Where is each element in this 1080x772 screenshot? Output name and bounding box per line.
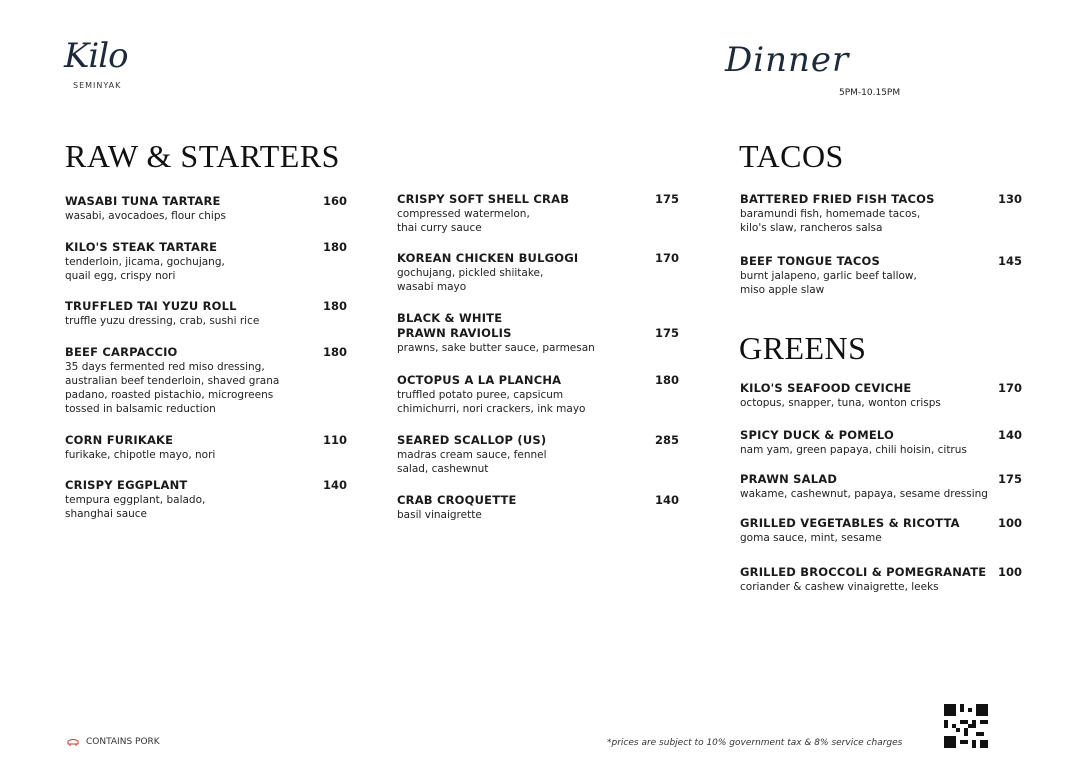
menu-item xyxy=(65,240,347,283)
item-description: shanghai sauce xyxy=(65,508,148,520)
price-note: *prices are subject to 10% government tax & 8% service charges xyxy=(607,738,903,748)
item-price: 180 xyxy=(322,345,347,359)
item-description: basil vinaigrette xyxy=(397,509,482,521)
item-price: 170 xyxy=(654,251,679,265)
item-description: 35 days fermented red miso dressing, xyxy=(65,361,265,373)
item-description: tenderloin, jicama, gochujang, xyxy=(65,256,225,268)
menu-item xyxy=(740,428,1022,457)
item-price: 140 xyxy=(997,428,1022,442)
item-description: furikake, chipotle mayo, nori xyxy=(65,449,216,461)
pork-legend xyxy=(66,737,160,747)
item-name: KILO'S SEAFOOD CEVICHE xyxy=(740,381,912,395)
item-price: 130 xyxy=(997,192,1022,206)
item-price: 180 xyxy=(322,240,347,254)
item-price: 175 xyxy=(997,472,1022,486)
menu-item xyxy=(740,516,1022,545)
item-name: CRAB CROQUETTE xyxy=(397,493,517,507)
item-description: australian beef tenderloin, shaved grana xyxy=(65,375,280,387)
item-name: BATTERED FRIED FISH TACOS xyxy=(740,192,935,206)
item-description: wasabi, avocadoes, flour chips xyxy=(65,210,226,222)
item-name: KOREAN CHICKEN BULGOGI xyxy=(397,251,579,265)
item-price: 175 xyxy=(654,192,679,206)
item-price: 175 xyxy=(654,326,679,340)
item-description: coriander & cashew vinaigrette, leeks xyxy=(740,581,939,593)
menu-item xyxy=(740,381,1022,410)
item-name: BLACK & WHITE xyxy=(397,311,503,325)
item-price: 100 xyxy=(997,565,1022,579)
menu-item xyxy=(65,433,347,462)
menu-title: Dinner xyxy=(725,40,850,80)
item-price: 110 xyxy=(322,433,347,447)
item-name: SEARED SCALLOP (US) xyxy=(397,433,547,447)
item-description: kilo's slaw, rancheros salsa xyxy=(740,222,883,234)
logo-location: SEMINYAK xyxy=(73,81,122,90)
menu-item xyxy=(740,565,1022,594)
item-name: PRAWN SALAD xyxy=(740,472,838,486)
item-price: 170 xyxy=(997,381,1022,395)
item-price: 160 xyxy=(322,194,347,208)
item-description: prawns, sake butter sauce, parmesan xyxy=(397,342,595,354)
item-price: 100 xyxy=(997,516,1022,530)
item-name: CRISPY EGGPLANT xyxy=(65,478,188,492)
menu-item xyxy=(397,433,679,476)
item-name: CORN FURIKAKE xyxy=(65,433,174,447)
item-name: GRILLED VEGETABLES & RICOTTA xyxy=(740,516,960,530)
item-name: BEEF TONGUE TACOS xyxy=(740,254,880,268)
item-name: BEEF CARPACCIO xyxy=(65,345,178,359)
item-description: salad, cashewnut xyxy=(397,463,489,475)
item-description: padano, roasted pistachio, microgreens xyxy=(65,389,274,401)
item-description: burnt jalapeno, garlic beef tallow, xyxy=(740,270,917,282)
item-description: compressed watermelon, xyxy=(397,208,530,220)
item-description: nam yam, green papaya, chili hoisin, citrus xyxy=(740,444,967,456)
item-description: baramundi fish, homemade tacos, xyxy=(740,208,921,220)
menu-item xyxy=(740,192,1022,235)
item-description: thai curry sauce xyxy=(397,222,482,234)
menu-item xyxy=(65,345,347,416)
menu-item xyxy=(397,493,679,522)
item-description: goma sauce, mint, sesame xyxy=(740,532,882,544)
hours: 5PM-10.15PM xyxy=(839,88,901,98)
item-name: OCTOPUS A LA PLANCHA xyxy=(397,373,562,387)
item-price: 285 xyxy=(654,433,679,447)
item-description: wasabi mayo xyxy=(397,281,467,293)
item-price: 140 xyxy=(322,478,347,492)
menu-item xyxy=(65,299,347,328)
item-description: tossed in balsamic reduction xyxy=(65,403,216,415)
item-price: 180 xyxy=(322,299,347,313)
item-price: 140 xyxy=(654,493,679,507)
menu-item xyxy=(397,311,679,355)
section-title-raw: RAW & STARTERS xyxy=(65,138,340,174)
item-description: truffled potato puree, capsicum xyxy=(397,389,564,401)
item-name: CRISPY SOFT SHELL CRAB xyxy=(397,192,570,206)
menu-item xyxy=(397,373,679,416)
item-name: PRAWN RAVIOLIS xyxy=(397,326,512,340)
item-description: miso apple slaw xyxy=(740,284,825,296)
item-name: KILO'S STEAK TARTARE xyxy=(65,240,218,254)
item-description: truffle yuzu dressing, crab, sushi rice xyxy=(65,315,260,327)
qr-code-icon[interactable] xyxy=(944,704,988,748)
item-name: GRILLED BROCCOLI & POMEGRANATE xyxy=(740,565,987,579)
section-title-greens: GREENS xyxy=(739,330,867,366)
item-price: 180 xyxy=(654,373,679,387)
item-price: 145 xyxy=(997,254,1022,268)
item-description: madras cream sauce, fennel xyxy=(397,449,547,461)
menu-item xyxy=(740,254,1022,297)
menu-item xyxy=(740,472,1022,501)
item-description: chimichurri, nori crackers, ink mayo xyxy=(397,403,586,415)
logo: Kilo xyxy=(64,36,128,76)
item-description: tempura eggplant, balado, xyxy=(65,494,206,506)
item-description: gochujang, pickled shiitake, xyxy=(397,267,544,279)
item-description: octopus, snapper, tuna, wonton crisps xyxy=(740,397,941,409)
pork-legend-label: CONTAINS PORK xyxy=(86,737,160,747)
section-title-tacos: TACOS xyxy=(739,138,844,174)
menu-item xyxy=(397,251,679,294)
menu-item xyxy=(65,478,347,521)
item-name: SPICY DUCK & POMELO xyxy=(740,428,895,442)
item-name: WASABI TUNA TARTARE xyxy=(65,194,221,208)
item-name: TRUFFLED TAI YUZU ROLL xyxy=(65,299,237,313)
menu-item xyxy=(397,192,679,235)
pork-icon xyxy=(66,738,80,747)
menu-item xyxy=(65,194,347,223)
item-description: quail egg, crispy nori xyxy=(65,270,176,282)
item-description: wakame, cashewnut, papaya, sesame dressing xyxy=(740,488,988,500)
